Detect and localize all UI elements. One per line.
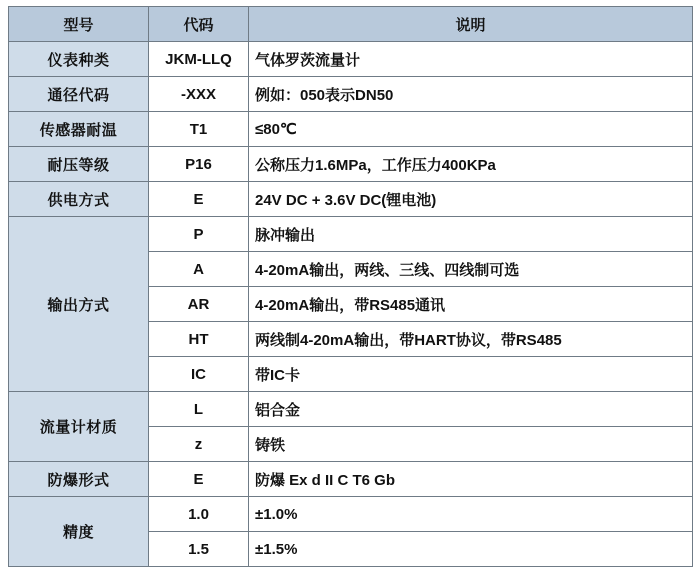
row-desc: 公称压力1.6MPa，工作压力400KPa	[249, 147, 693, 182]
row-code: IC	[149, 357, 249, 392]
row-desc: 带IC卡	[249, 357, 693, 392]
row-model: 耐压等级	[9, 147, 149, 182]
row-model: 流量计材质	[9, 392, 149, 462]
row-model: 仪表种类	[9, 42, 149, 77]
row-desc: 气体罗茨流量计	[249, 42, 693, 77]
row-code: AR	[149, 287, 249, 322]
row-code: E	[149, 462, 249, 497]
row-code: E	[149, 182, 249, 217]
row-model: 传感器耐温	[9, 112, 149, 147]
table-row	[9, 392, 693, 427]
table-row	[9, 497, 693, 532]
row-code: JKM-LLQ	[149, 42, 249, 77]
row-desc: 两线制4-20mA输出，带HART协议，带RS485	[249, 322, 693, 357]
table-row	[9, 182, 693, 217]
row-model: 供电方式	[9, 182, 149, 217]
row-code: 1.0	[149, 497, 249, 532]
row-code: T1	[149, 112, 249, 147]
row-desc: 例如：050表示DN50	[249, 77, 693, 112]
table-row	[9, 217, 693, 252]
table-row	[9, 112, 693, 147]
row-code: -XXX	[149, 77, 249, 112]
row-model: 输出方式	[9, 217, 149, 392]
table-row	[9, 42, 693, 77]
row-code: HT	[149, 322, 249, 357]
row-code: 1.5	[149, 532, 249, 567]
row-model: 防爆形式	[9, 462, 149, 497]
row-desc: 4-20mA输出，两线、三线、四线制可选	[249, 252, 693, 287]
table-row	[9, 462, 693, 497]
row-desc: ≤80℃	[249, 112, 693, 147]
row-desc: 铝合金	[249, 392, 693, 427]
row-code: L	[149, 392, 249, 427]
row-desc: ±1.0%	[249, 497, 693, 532]
row-desc: 铸铁	[249, 427, 693, 462]
table-header-row	[9, 7, 693, 42]
table-row	[9, 77, 693, 112]
row-model: 精度	[9, 497, 149, 567]
specification-table	[8, 6, 693, 567]
header-cell-desc: 说明	[249, 7, 693, 42]
row-desc: ±1.5%	[249, 532, 693, 567]
row-desc: 4-20mA输出，带RS485通讯	[249, 287, 693, 322]
row-code: z	[149, 427, 249, 462]
row-model: 通径代码	[9, 77, 149, 112]
table-row	[9, 147, 693, 182]
row-code: A	[149, 252, 249, 287]
row-desc: 脉冲输出	[249, 217, 693, 252]
row-code: P	[149, 217, 249, 252]
header-cell-model: 型号	[9, 7, 149, 42]
row-desc: 防爆 Ex d II C T6 Gb	[249, 462, 693, 497]
row-code: P16	[149, 147, 249, 182]
row-desc: 24V DC + 3.6V DC(锂电池)	[249, 182, 693, 217]
header-cell-code: 代码	[149, 7, 249, 42]
